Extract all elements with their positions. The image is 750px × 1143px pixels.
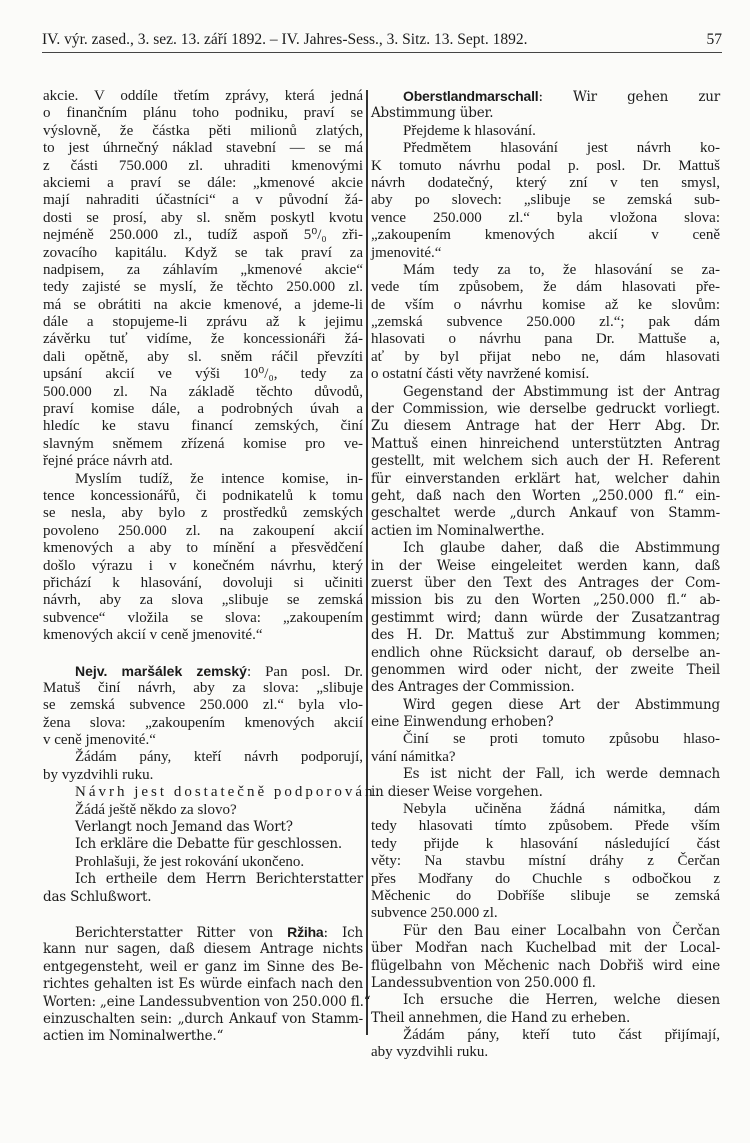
text-line <box>371 279 720 296</box>
line-text: Ich erkläre die Debatte für geschlossen. <box>75 836 343 853</box>
text-line <box>43 505 363 522</box>
line-text: in dieser Weise vorgehen. <box>371 783 543 800</box>
text-line <box>43 123 363 140</box>
text-line <box>371 123 720 140</box>
line-text: vede tím způsobem, že dám hlasovati pře- <box>371 279 720 296</box>
line-text: by vyzdvihli ruku. <box>43 766 154 783</box>
line-text: Předmětem hlasování jest návrh ko- <box>403 140 720 157</box>
text-line <box>371 366 720 383</box>
line-text: actien im Nominalwerthe.“ <box>43 1028 224 1045</box>
text-line <box>43 297 363 314</box>
line-text: to jest úhrnečný náklad stavební — se má <box>43 140 363 157</box>
text-line <box>371 575 720 592</box>
paragraph <box>43 88 363 471</box>
paragraph <box>371 923 720 993</box>
paragraph <box>371 88 720 123</box>
line-text: mission bis zu den Worten „250.000 fl.“ ab- <box>371 592 720 609</box>
line-text: Verlangt noch Jemand das Wort? <box>75 819 293 836</box>
text-line <box>371 610 720 627</box>
paragraph <box>43 871 363 906</box>
paragraph <box>43 836 363 853</box>
line-text: gestimmt wird; dann würde der Zusatzantrag <box>371 609 720 626</box>
line-text: kann nur sagen, daß diesem Antrage nichts <box>43 941 363 958</box>
line-text: subvence 250.000 zl. <box>371 905 498 922</box>
text-line <box>43 192 363 209</box>
text-line <box>371 731 720 748</box>
line-text: „zemská subvence 250.000 zl.“; pak dám <box>371 314 720 331</box>
line-text: tedy hlasovati tímto způsobem. Přede vším <box>371 818 720 835</box>
text-line <box>43 767 363 784</box>
text-line <box>43 889 363 906</box>
text-line <box>43 401 363 418</box>
line-text: návrh dodatečný, který zní v ten smysl, <box>371 174 720 191</box>
text-line <box>371 505 720 522</box>
text-line <box>43 418 363 435</box>
line-text: má se obrátiti na akcie kmenové, a jdeme-li <box>43 296 363 313</box>
text-line <box>43 540 363 557</box>
line-text: richtes gehalten ist Es würde einfach nach den <box>43 976 363 993</box>
line-text: Gegenstand der Abstimmung ist der Antrag <box>403 383 720 400</box>
page-number: 57 <box>706 31 722 48</box>
line-text: : Wir gehen zur <box>538 89 720 105</box>
line-text: aby vyzdvihli ruku. <box>371 1044 489 1061</box>
text-line <box>43 175 363 192</box>
line-text: entgegensteht, weil er ganz im Sinne des Be- <box>43 958 363 975</box>
paragraph <box>371 123 720 140</box>
text-line <box>43 384 363 401</box>
text-line <box>371 958 720 975</box>
line-text: vence 250.000 zl.“ byla vložona slova: <box>371 209 720 226</box>
text-line <box>43 140 363 157</box>
text-line <box>43 697 363 714</box>
text-line <box>43 349 363 366</box>
line-text: v ceně jmenovité.“ <box>43 732 156 749</box>
line-text: dali opětně, aby sl. sněm ráčil převzíti <box>43 348 363 365</box>
line-text: des H. Dr. Mattuš zur Abstimmung kommen; <box>371 627 720 644</box>
line-text: für einverstanden erklärt hat, welcher dahin <box>371 470 720 487</box>
line-text: Přejdeme k hlasování. <box>403 122 536 139</box>
line-text: Theil annehmen, die Hand zu erheben. <box>371 1009 631 1026</box>
text-line <box>371 818 720 835</box>
line-text: Návrh jest dostatečně podporován. <box>75 784 383 801</box>
text-line <box>43 1028 363 1045</box>
text-line <box>371 523 720 540</box>
text-line <box>371 88 720 105</box>
text-line <box>43 627 363 644</box>
text-line <box>43 262 363 279</box>
line-text: akciemi a praví se dále: „kmenové akcie <box>43 174 363 191</box>
text-line <box>43 610 363 627</box>
line-text: ať by byl přijat nebo ne, dám hlasovati <box>371 348 720 365</box>
text-line <box>371 1044 720 1061</box>
text-line <box>371 905 720 922</box>
line-text: řejné práce návrh atd. <box>43 453 173 470</box>
line-text: kmenových a aby to mínění a přesvědčení <box>43 540 363 557</box>
column-divider <box>366 90 368 1035</box>
line-text: Žádám pány, kteří tuto část přijímají, <box>403 1027 720 1044</box>
text-line <box>371 592 720 609</box>
left-column <box>43 88 383 1046</box>
right-column <box>371 88 720 1062</box>
line-text: povoleno 250.000 zl. na zakoupení akcií <box>43 522 363 539</box>
line-text: Prohlašuji, že jest rokování ukončeno. <box>75 853 305 870</box>
text-line <box>371 158 720 175</box>
text-line <box>43 314 363 331</box>
text-line <box>371 262 720 279</box>
line-text: 500.000 zl. Na základě těchto důvodů, <box>43 383 363 400</box>
line-text: výslovně, že částka pěti milionů zlatých, <box>43 122 363 139</box>
line-text: dále a stopujeme-li zprávu až k jejimu <box>43 314 363 331</box>
paragraph <box>371 801 720 923</box>
line-text: Matuš činí návrh, aby za slova: „slibuje <box>43 679 363 696</box>
paragraph <box>43 854 363 871</box>
text-line <box>43 575 363 592</box>
paragraph <box>43 471 363 645</box>
running-title: IV. výr. zased., 3. sez. 13. září 1892. – IV. Jahres-Sess., 3. Sitz. 13. Sept. 1892. <box>42 31 528 48</box>
line-text: žena slova: „zakoupením kmenových akcií <box>43 714 363 731</box>
text-line <box>371 940 720 957</box>
line-text: Landessubvention von 250.000 fl. <box>371 974 596 991</box>
text-line <box>371 314 720 331</box>
text-line <box>371 992 720 1009</box>
paragraph <box>371 731 720 766</box>
line-text: geht, daß nach den Worten „250.000 fl.“ ein- <box>371 487 720 504</box>
line-text: Für den Bau einer Localbahn von Čerčan <box>403 922 720 939</box>
text-line <box>371 645 720 662</box>
text-line <box>43 854 363 871</box>
line-text: hlasovati o návrhu pana Dr. Mattuše a, <box>371 331 720 348</box>
paragraph <box>371 697 720 732</box>
text-line <box>43 210 363 227</box>
line-text: došlo výrazu i v konečném návrhu, který <box>43 557 363 574</box>
line-text: nejméně 250.000 zl., tudíž aspoň 5⁰/₀ zři- <box>43 227 363 244</box>
text-line <box>43 436 363 453</box>
line-text: přes Modřany do Chuchle s odbočkou z <box>371 870 720 887</box>
text-line <box>43 836 363 853</box>
line-text: věty: Na stavbu místní dráhy z Čerčan <box>371 853 720 870</box>
paragraph <box>371 992 720 1027</box>
line-text: Myslím tudíž, že intence komise, in- <box>75 470 363 487</box>
text-line <box>371 436 720 453</box>
line-text: Wird gegen diese Art der Abstimmung <box>403 696 720 713</box>
text-line <box>371 923 720 940</box>
text-line <box>43 959 363 976</box>
text-line <box>43 871 363 888</box>
line-text: Ich glaube daher, daß die Abstimmung <box>403 540 720 557</box>
page-header <box>42 30 722 53</box>
text-line <box>371 175 720 192</box>
text-line <box>371 105 720 122</box>
line-text: des Antrages der Commission. <box>371 679 575 696</box>
text-line <box>43 88 363 105</box>
text-line <box>371 558 720 575</box>
line-text: gestellt, mit welchem sich auch der H. Referent <box>371 453 720 470</box>
text-line <box>43 732 363 749</box>
text-line <box>43 802 363 819</box>
line-text: mají nahraditi účastníci“ a v původní žá- <box>43 192 363 209</box>
line-text: tence koncessionářů, či podnikatelů k tomu <box>43 487 363 504</box>
line-text: nadpisem, za záhlavím „kmenové akcie“ <box>43 261 363 278</box>
line-text: praví komise dále, a podrobných úvah a <box>43 401 363 418</box>
paragraph <box>371 384 720 541</box>
speaker-name: Nejv. maršálek zemský <box>75 662 247 679</box>
text-line <box>371 349 720 366</box>
text-line <box>43 558 363 575</box>
text-line <box>371 331 720 348</box>
paragraph <box>43 923 371 1046</box>
text-line <box>371 384 720 401</box>
text-line <box>43 993 371 1011</box>
line-text: upsání akcií ve výši 10⁰/₀, tedy za <box>43 366 363 383</box>
line-text: slavným sněmem zřízená komise pro ve- <box>43 435 363 452</box>
text-line <box>371 1027 720 1044</box>
line-text: actien im Nominalwerthe. <box>371 522 545 539</box>
line-text: de vším o návrhu komise až ke slovům: <box>371 296 720 313</box>
text-line <box>43 976 363 993</box>
line-text: K tomuto návrhu podal p. posl. Dr. Mattuš <box>371 157 720 174</box>
text-line <box>43 488 363 505</box>
line-text: dosti se prosí, aby sl. sněm poskytl kvotu <box>43 209 363 226</box>
text-line <box>43 366 363 383</box>
text-line <box>371 836 720 853</box>
paragraph <box>371 140 720 262</box>
line-text: vání námitka? <box>371 748 456 765</box>
text-line <box>371 871 720 888</box>
line-text: kmenových akcií v ceně jmenovité.“ <box>43 627 263 644</box>
speaker-name: Ržiha <box>287 923 324 940</box>
paragraph <box>43 802 363 819</box>
line-text: eine Einwendung erhoben? <box>371 714 554 731</box>
text-line <box>371 662 720 679</box>
speaker-title: Berichterstatter Ritter von <box>75 924 288 941</box>
text-line <box>371 297 720 314</box>
text-line <box>371 853 720 870</box>
text-line <box>371 210 720 227</box>
paragraph <box>43 749 363 784</box>
line-text: jmenovité.“ <box>371 244 442 261</box>
line-text: se zemská subvence 250.000 zl.“ byla vlo- <box>43 697 363 714</box>
text-line <box>43 924 363 941</box>
line-text: závěrku tuť vidíme, že koncessionáři žá- <box>43 331 363 348</box>
text-line <box>43 784 383 801</box>
text-line <box>371 540 720 557</box>
line-text: subvence“ vložila se slova: „zakoupením <box>43 609 363 626</box>
paragraph <box>371 262 720 384</box>
text-line <box>43 663 363 680</box>
line-text: geschaltet werde „durch Ankauf von Stamm- <box>371 505 720 522</box>
line-text: aby po slovech: „slibuje se zemská sub- <box>371 192 720 209</box>
line-text: Činí se proti tomuto způsobu hlaso- <box>403 731 720 748</box>
text-line <box>371 488 720 505</box>
text-line <box>43 227 363 244</box>
line-text: Abstimmung über. <box>371 105 494 122</box>
line-text: zovacího kapitálu. Když se tak praví za <box>43 244 363 261</box>
text-line <box>43 523 363 540</box>
text-line <box>43 680 363 697</box>
text-line <box>371 714 720 731</box>
line-text: tedy zajisté se myslí, že těchto 250.000 zl. <box>43 279 363 296</box>
paragraph <box>43 663 363 750</box>
paragraph <box>43 784 383 801</box>
text-line <box>43 715 363 732</box>
paragraph <box>371 540 720 697</box>
text-line <box>43 158 363 175</box>
line-text: flügelbahn von Měchenic nach Dobřiš wird eine <box>371 957 720 974</box>
text-line <box>43 279 363 296</box>
line-text: in der Weise eingeleitet werden kann, daß <box>371 557 720 574</box>
paragraph <box>43 819 363 836</box>
line-text: : Ich <box>323 924 363 941</box>
text-line <box>371 975 720 992</box>
text-line <box>43 1011 363 1028</box>
line-text: der Commission, wie derselbe gedruckt vorliegt. <box>371 401 720 418</box>
line-text: Mám tedy za to, že hlasování se za- <box>403 261 720 278</box>
text-line <box>43 592 363 609</box>
text-line <box>43 105 363 122</box>
line-text: tedy přijde k hlasování následující část <box>371 835 720 852</box>
line-text: Žádá ještě někdo za slovo? <box>75 801 237 818</box>
paragraph <box>371 766 720 801</box>
text-line <box>43 331 363 348</box>
text-line <box>371 888 720 905</box>
text-line <box>371 418 720 435</box>
text-line <box>371 784 720 801</box>
text-line <box>371 227 720 244</box>
text-line <box>371 401 720 418</box>
line-text: genommen wird oder nicht, der zweite Theil <box>371 661 720 678</box>
line-text: Mattuš einen hinreichend unterstützten Antrag <box>371 435 720 452</box>
text-line <box>371 1010 720 1027</box>
text-line <box>371 192 720 209</box>
line-text: zuerst über den Text des Antrages der Com- <box>371 574 720 591</box>
line-text: Žádám pány, kteří návrh podporují, <box>75 749 363 766</box>
line-text: o ostatní části věty navržené komisí. <box>371 366 590 383</box>
text-line <box>371 749 720 766</box>
line-text: über Modřan nach Kuchelbad mit der Local- <box>371 940 720 957</box>
line-text: „zakoupením kmenových akcií v ceně <box>371 227 720 244</box>
line-text: das Schlußwort. <box>43 888 152 905</box>
text-line <box>43 453 363 470</box>
text-line <box>371 627 720 644</box>
line-text: Es ist nicht der Fall, ich werde demnach <box>403 766 720 783</box>
text-line <box>371 471 720 488</box>
text-line <box>371 245 720 262</box>
line-text: Měchenic do Dobříše slibuje se zemská <box>371 887 720 904</box>
line-text: o finančním plánu toho podniku, praví se <box>43 105 363 122</box>
line-text: einzuschalten sein: „durch Ankauf von Stamm- <box>43 1010 363 1027</box>
line-text: : Pan posl. Dr. <box>246 663 363 680</box>
line-text: se nesla, aby bylo z prostředků zemských <box>43 505 363 522</box>
line-text: návrh, aby za slova „slibuje se zemská <box>43 592 363 609</box>
line-text: akcie. V oddíle třetím zprávy, která jedná <box>43 88 363 104</box>
text-line <box>43 749 363 766</box>
paragraph <box>371 1027 720 1062</box>
line-text: Worten: „eine Landessubvention von 250.000 fl.“ <box>43 993 371 1010</box>
text-line <box>371 679 720 696</box>
line-text: přichází k hlasování, dovoluji si učiniti <box>43 574 363 591</box>
line-text: Ich ertheile dem Herrn Berichterstatter <box>75 871 363 888</box>
line-text: Zu diesem Antrage hat der Herr Abg. Dr. <box>371 418 720 435</box>
text-line <box>371 801 720 818</box>
line-text: hledíc ke stavu financí zemských, činí <box>43 418 363 435</box>
text-line <box>371 697 720 714</box>
text-line <box>43 245 363 262</box>
line-text: Nebyla učiněna žádná námitka, dám <box>403 801 720 818</box>
text-line <box>371 140 720 157</box>
text-line <box>43 941 363 958</box>
text-line <box>371 766 720 783</box>
line-text: Ich ersuche die Herren, welche diesen <box>403 992 720 1009</box>
line-text: endlich ohne Rücksicht darauf, ob derselbe an- <box>371 644 720 661</box>
text-line <box>43 471 363 488</box>
text-line <box>371 453 720 470</box>
text-line <box>43 819 363 836</box>
line-text: z části 750.000 zl. uhraditi kmenovými <box>43 157 363 174</box>
speaker-name: Oberstlandmarschall <box>403 88 539 104</box>
